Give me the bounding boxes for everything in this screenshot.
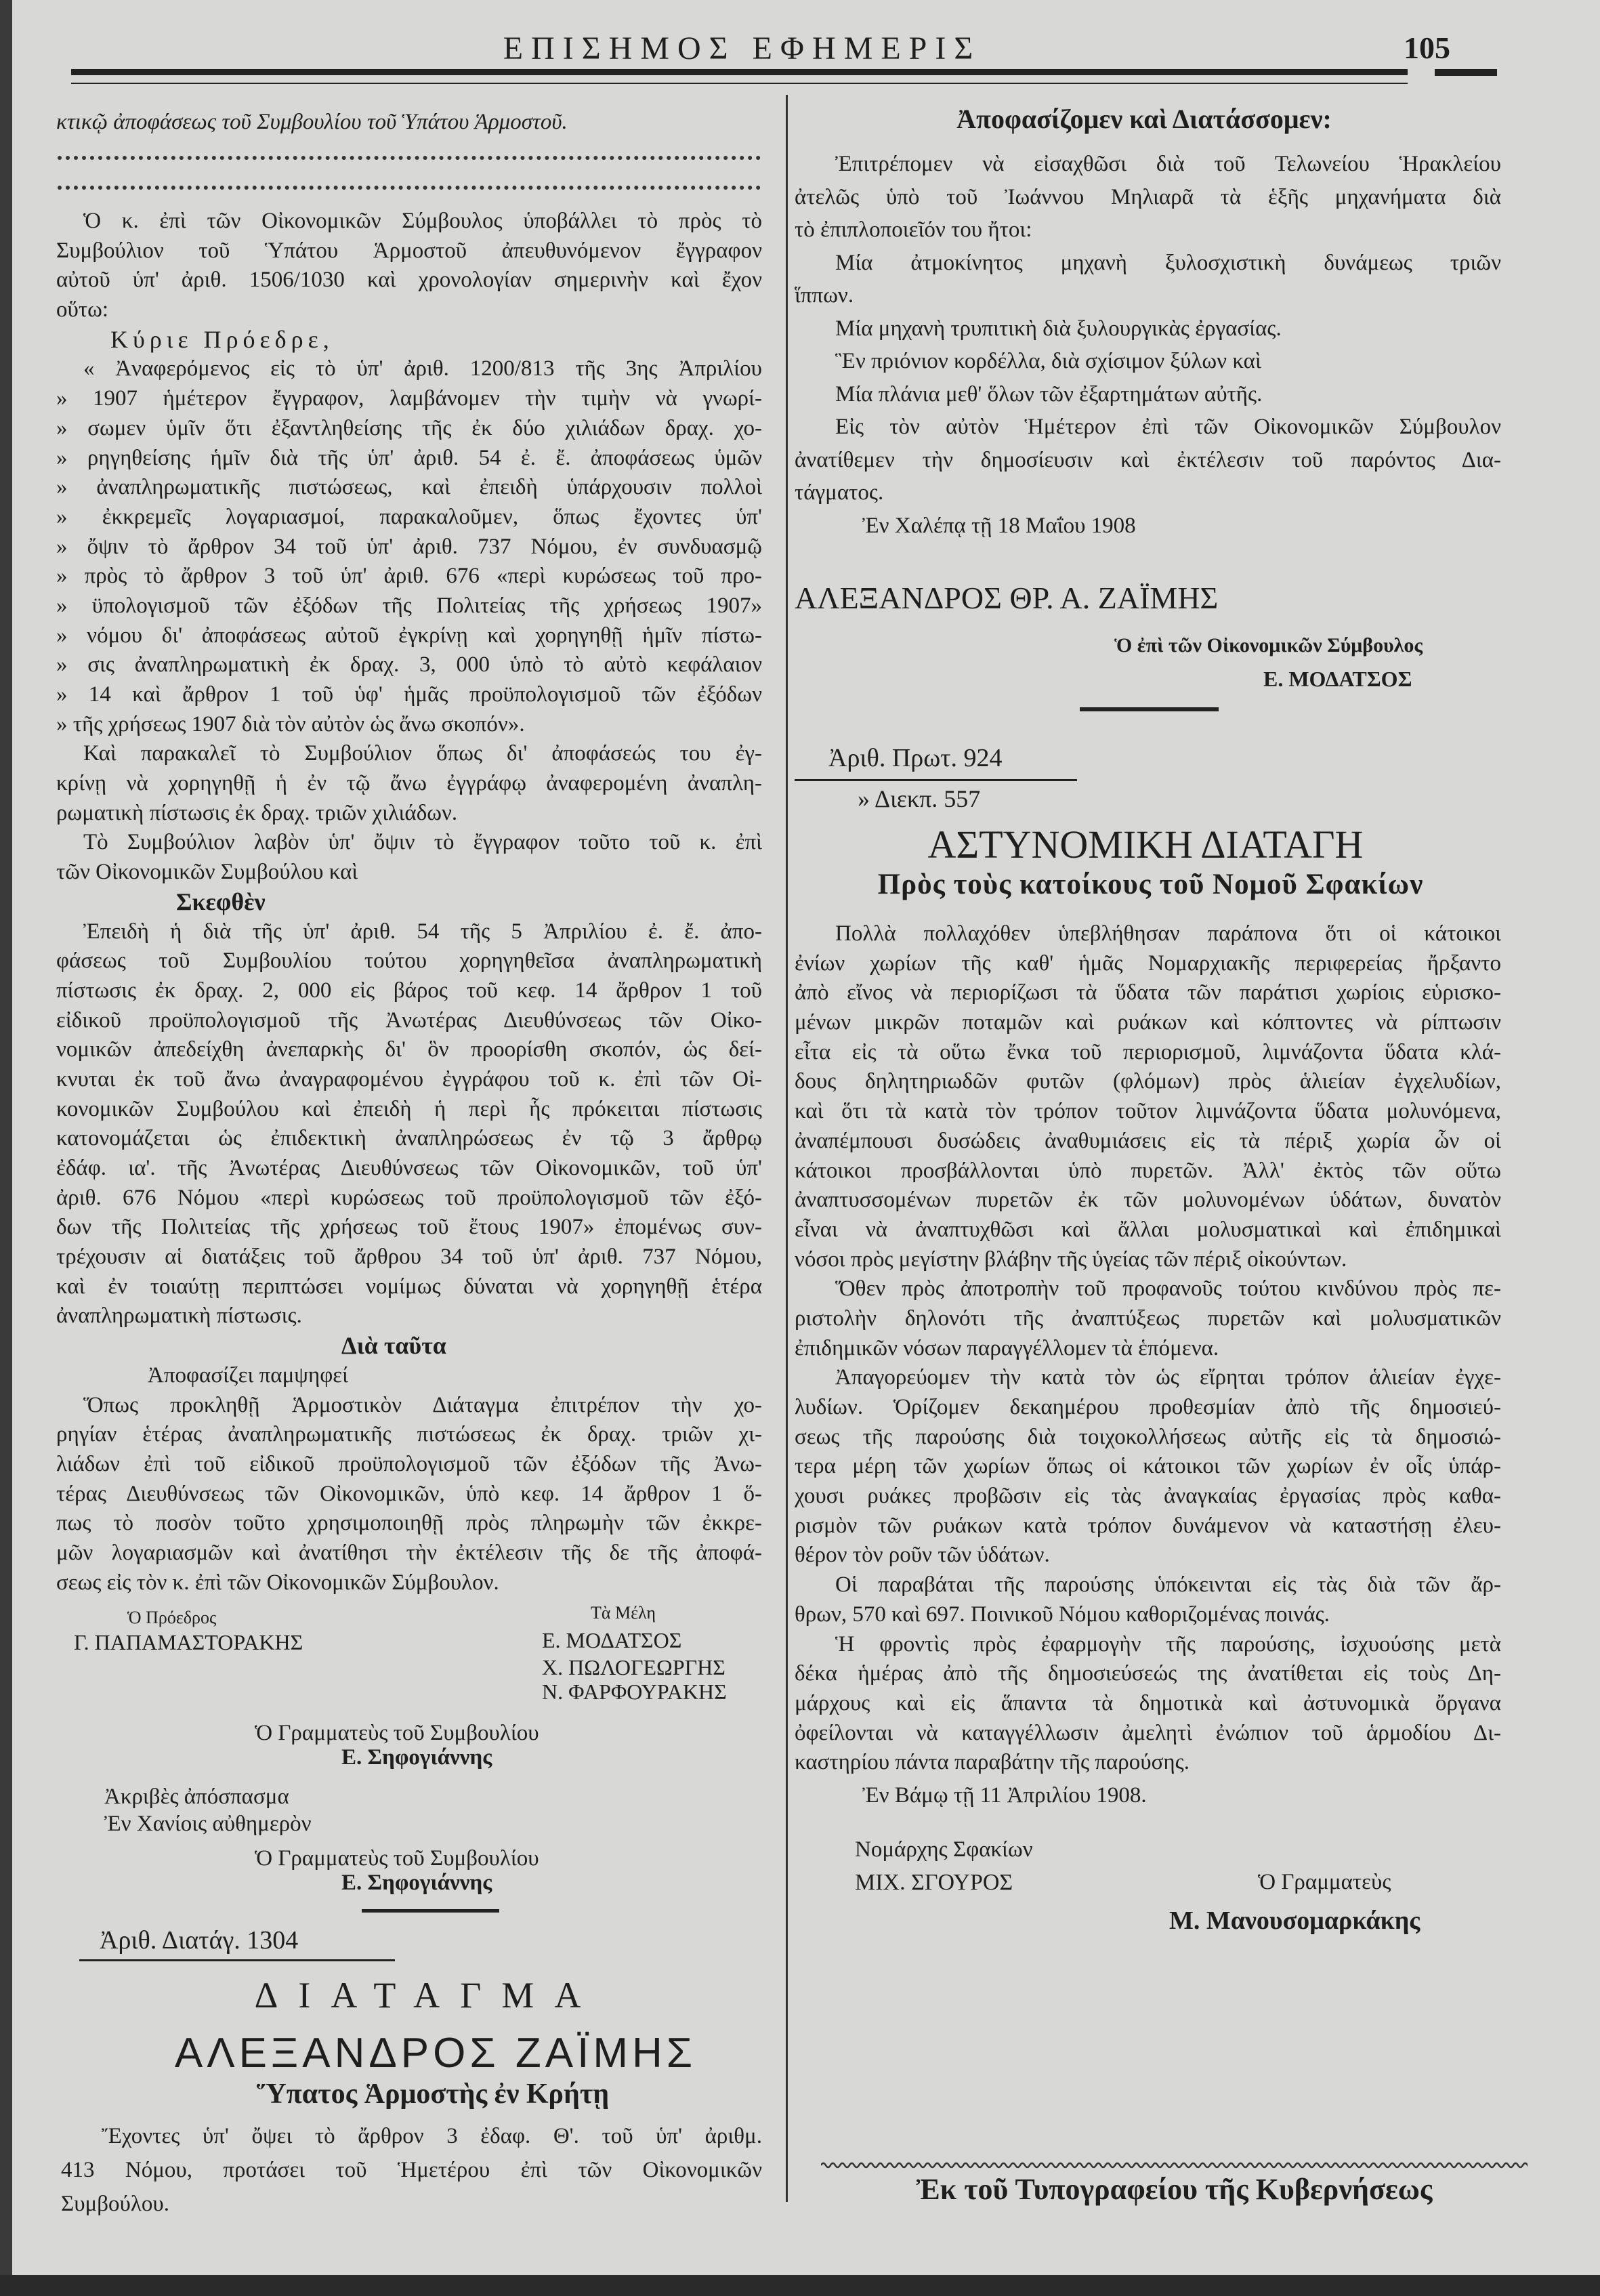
text-line: » πρὸς τὸ ἄρθρον 3 τοῦ ὑπ' ἀριθ. 676 «περὶ κυρώσεως τοῦ προ- bbox=[56, 564, 762, 589]
text-line: » ϋπολογισμοῦ τῶν ἐξόδων τῆς Πολιτείας τῆς χρήσεως 1907» bbox=[56, 593, 762, 618]
text-line: Οἱ παραβάται τῆς παρούσης ὑπόκεινται εἰς τὰς διὰ τῶν ἄρ- bbox=[835, 1572, 1501, 1598]
decree-issuer-title: Ὕπατος Ἁρμοστὴς ἐν Κρήτῃ bbox=[256, 2079, 610, 2110]
text-line: ὀφείλονται νὰ καταγγέλλωσιν ἀμελητὶ ἐνώπιον τοῦ ἁρμοδίου Δι- bbox=[795, 1720, 1501, 1745]
text-line: Ἐπιτρέπομεν νὰ εἰσαχθῶσι διὰ τοῦ Τελωνείου Ἡρακλείου bbox=[835, 152, 1501, 176]
counsellor-label: Ὁ ἐπὶ τῶν Οἰκονομικῶν Σύμβουλος bbox=[1114, 634, 1423, 656]
text-line: ἀναπτυσσομένων πυρετῶν ἐκ τῶν μολυνομένων ὑδάτων, δυνατὸν bbox=[795, 1188, 1501, 1213]
prefect-label: Νομάρχης Σφακίων bbox=[855, 1837, 1033, 1862]
decision-unanimous: Ἀποφασίζει παμψηφεί bbox=[148, 1362, 348, 1387]
text-line: φάσεως τοῦ Συμβουλίου τούτου χορηγηθεῖσα ἀναπληρωματικὴ bbox=[56, 948, 762, 974]
text-line: Συμβούλου. bbox=[61, 2192, 169, 2216]
text-line: θρων, 570 καὶ 697. Ποινικοῦ Νόμου καθοριζομένας ποινάς. bbox=[795, 1602, 1330, 1627]
scan-edge-bottom bbox=[0, 2275, 1600, 2296]
extract-place: Ἐν Χανίοις αὐθημερὸν bbox=[104, 1812, 312, 1836]
separator-rule bbox=[362, 1909, 499, 1913]
text-line: 413 Νόμου, προτάσει τοῦ Ἡμετέρου ἐπὶ τῶν Οἰκονομικῶν bbox=[61, 2158, 762, 2182]
column-divider bbox=[786, 95, 788, 2202]
extract-secretary-name: Ε. Σηφογιάννης bbox=[341, 1871, 492, 1895]
paragraph bbox=[56, 1391, 762, 1598]
secretary-label: Ὁ Γραμματεὺς bbox=[1258, 1870, 1391, 1894]
members-label: Τὰ Μέλη bbox=[591, 1603, 656, 1623]
text-line: Ἐπειδὴ ἡ διὰ τῆς ὑπ' ἀριθ. 54 τῆς 5 Ἀπριλίου ἐ. ἔ. ἀπο- bbox=[83, 919, 762, 944]
counsellor-name: Ε. ΜΟΔΑΤΣΟΣ bbox=[1263, 667, 1412, 691]
text-line: Μία μηχανὴ τρυπιτικὴ διὰ ξυλουργικὰς ἐργασίας. bbox=[835, 316, 1282, 341]
text-line: σεως εἰς τὸν κ. ἐπὶ τῶν Οἰκονομικῶν Σύμβουλον. bbox=[56, 1570, 499, 1595]
police-order-date: Ἐν Βάμῳ τῇ 11 Ἀπριλίου 1908. bbox=[862, 1782, 1147, 1808]
text-line: σεως τῆς παρούσης διὰ τοιχοκολλήσεως αὐτῆς εἰς τὰ δημοσιώ- bbox=[795, 1424, 1501, 1449]
text-line: « Ἀναφερόμενος εἰς τὸ ὑπ' ἀριθ. 1200/813 τῆς 3ης Ἀπριλίου bbox=[83, 356, 762, 381]
salutation: Κύριε Πρόεδρε, bbox=[110, 325, 334, 353]
president-name: Γ. ΠΑΠΑΜΑΣΤΟΡΑΚΗΣ bbox=[74, 1630, 303, 1654]
quoted-letter bbox=[56, 354, 762, 739]
text-line: » σις ἀναπληρωματικὴ ἐκ δραχ. 3, 000 ὑπὸ τὸ αὐτὸ κεφάλαιον bbox=[56, 652, 762, 677]
text-line: τρέχουσιν αἱ διατάξεις τοῦ ἄρθρου 34 τοῦ ὑπ' ἀριθ. 737 Νόμου, bbox=[56, 1245, 762, 1270]
text-line: οὕτω: bbox=[56, 297, 108, 322]
text-line: ρισμὸν τῶν ρυάκων κατὰ τρόπον δυνάμενον νὰ καταστήσῃ ἐλευ- bbox=[795, 1513, 1501, 1538]
text-line: μένων μικρῶν ποταμῶν καὶ ρυάκων καὶ κόπτοντες νὰ ρίπτωσιν bbox=[795, 1010, 1501, 1035]
secretary-name: Ε. Σηφογιάννης bbox=[341, 1745, 492, 1770]
intro-line: κτικῷ ἀποφάσεως τοῦ Συμβουλίου τοῦ Ὑπάτου Ἁρμοστοῦ. bbox=[56, 110, 568, 134]
dotted-separator bbox=[58, 186, 761, 190]
protocol-number: Ἀριθ. Πρωτ. 924 bbox=[828, 744, 1003, 772]
text-line: ἐνίων χωρίων τῆς καθ' ἡμᾶς Νομαρχιακῆς περιφερείας ἤρξαντο bbox=[795, 951, 1501, 976]
text-line: κονομικῶν Συμβούλου καὶ ἐπειδὴ ἡ περὶ ἧς πρόκειται πίστωσις bbox=[56, 1096, 762, 1121]
text-line: ρωματικὴ πίστωσις ἐκ δραχ. τριῶν χιλιάδων. bbox=[56, 800, 458, 825]
text-line: νόσοι πρὸς μεγίστην βλάβην τῆς ὑγείας τῶν πέριξ οἰκούντων. bbox=[795, 1247, 1347, 1272]
text-line: πως τὸ ποσὸν τοῦτο χρησιμοποιηθῇ πρὸς πληρωμὴν τῶν ἐκκρε- bbox=[56, 1511, 762, 1536]
member-name: Χ. ΠΩΛΟΓΕΩΡΓΗΣ bbox=[542, 1655, 725, 1679]
scan-edge-left bbox=[0, 0, 12, 2296]
member-name: Ε. ΜΟΔΑΤΣΟΣ bbox=[542, 1628, 682, 1652]
extract-secretary-label: Ὁ Γραμματεὺς τοῦ Συμβουλίου bbox=[255, 1846, 539, 1871]
wavy-rule bbox=[821, 2160, 1528, 2171]
printer-footer: Ἐκ τοῦ Τυπογραφείου τῆς Κυβερνήσεως bbox=[916, 2173, 1433, 2206]
text-line: ἀριθ. 676 Νόμου «περὶ κυρώσεως τοῦ προϋπολογισμοῦ τῶν ἐξό- bbox=[56, 1185, 762, 1210]
text-line: » ὄψιν τὸ ἄρθρον 34 τοῦ ὑπ' ἀριθ. 737 Νόμου, ἐν συνδυασμῷ bbox=[56, 534, 762, 559]
text-line: κνυται ἐκ τοῦ ἄνω ἀναγραφομένου ἐγγράφου τοῦ κ. ἐπὶ τῶν Οἰ- bbox=[56, 1066, 762, 1091]
text-line: Συμβούλιον τοῦ Ὑπάτου Ἁρμοστοῦ ἀπευθυνόμενον ἔγγραφον bbox=[56, 238, 762, 263]
text-line: κατονομάζεται ὡς ἐπιδεκτικὴ ἀναπληρώσεως ἐν τῷ 3 ἄρθρῳ bbox=[56, 1126, 762, 1151]
header-rule-end bbox=[1435, 69, 1497, 76]
text-line: λιάδων ἐπὶ τοῦ εἰδικοῦ προϋπολογισμοῦ τῶν ἐξόδων τῆς Ἀνω- bbox=[56, 1451, 762, 1476]
text-line: ἵππων. bbox=[795, 283, 854, 308]
text-line: μάρχους καὶ εἰς ἅπαντα τὰ δημοτικὰ καὶ ἀστυνομικὰ ὄργανα bbox=[795, 1690, 1501, 1715]
newspaper-title: ΕΠΙΣΗΜΟΣ ΕΦΗΜΕΡΙΣ bbox=[503, 30, 982, 66]
text-line: Τὸ Συμβούλιον λαβὸν ὑπ' ὄψιν τὸ ἔγγραφον τοῦτο τοῦ κ. ἐπὶ bbox=[83, 830, 762, 855]
text-line: ρηγίαν ἑτέρας ἀναπληρωματικῆς πιστώσεως ἐκ δραχ. τριῶν χι- bbox=[56, 1422, 762, 1447]
text-line: Μία πλάνια μεθ' ὅλων τῶν ἐξαρτημάτων αὐτῆς. bbox=[835, 381, 1263, 406]
text-line: ἀτελῶς ὑπὸ τοῦ Ἰωάννου Μηλιαρᾶ τὰ ἑξῆς μηχανήματα διὰ bbox=[795, 184, 1501, 209]
paragraph bbox=[61, 2119, 762, 2221]
text-line: Εἰς τὸν αὐτὸν Ἡμέτερον ἐπὶ τῶν Οἰκονομικῶν Σύμβουλον bbox=[835, 415, 1501, 439]
text-line: αὐτοῦ ὑπ' ἀριθ. 1506/1030 καὶ χρονολογίαν σημερινὴν καὶ ἔχον bbox=[56, 268, 762, 293]
paragraph bbox=[56, 739, 762, 887]
decree-articles bbox=[795, 148, 1501, 542]
member-name: Ν. ΦΑΡΦΟΥΡΑΚΗΣ bbox=[542, 1679, 727, 1704]
protocol-rule bbox=[795, 779, 1077, 781]
heading-therefore: Διὰ ταῦτα bbox=[341, 1332, 446, 1360]
text-line: Ἡ φροντὶς πρὸς ἐφαρμογὴν τῆς παρούσης, ἰσχυούσης μετὰ bbox=[835, 1631, 1501, 1656]
text-line: εἶναι νὰ ἀναπτυχθῶσι καὶ ἄλλαι μολυσματικαὶ καὶ ἐπιδημικαὶ bbox=[795, 1217, 1501, 1242]
text-line: τῶν Οἰκονομικῶν Συμβούλου καὶ bbox=[56, 860, 358, 885]
council-decision-text bbox=[56, 207, 762, 1598]
secretary-label: Ὁ Γραμματεὺς τοῦ Συμβουλίου bbox=[255, 1721, 539, 1745]
text-line: τὸ ἐπιπλοποιεῖόν του ἤτοι: bbox=[795, 217, 1032, 242]
text-line: Ὁ κ. ἐπὶ τῶν Οἰκονομικῶν Σύμβουλος ὑποβάλλει τὸ πρὸς τὸ bbox=[83, 209, 762, 233]
text-line: καστηρίου πάντα παραβάτην τῆς παρούσης. bbox=[795, 1750, 1190, 1775]
text-line: » ρηγηθείσης ἡμῖν διὰ τῆς ὑπ' ἀριθ. 54 ἐ. ἔ. ἀποφάσεως ὑμῶν bbox=[56, 445, 762, 470]
paragraph bbox=[56, 917, 762, 1332]
text-line: καὶ ἐν τοιαύτῃ περιπτώσει νομίμως δύναται νὰ χορηγηθῇ ἑτέρα bbox=[56, 1274, 762, 1299]
text-line: » τῆς χρήσεως 1907 διὰ τὸν αὐτὸν ὡς ἄνω σκοπόν». bbox=[56, 711, 525, 736]
text-line: ἐπιδημικῶν νόσων παραγγέλλομεν τὰ ἑπόμενα. bbox=[795, 1335, 1219, 1360]
extract-label: Ἀκριβὲς ἀπόσπασμα bbox=[104, 1784, 289, 1809]
text-line: λυδίων. Ὁρίζομεν δεκαημέρου προθεσμίαν ἀπὸ τῆς δημοσιεύ- bbox=[795, 1395, 1501, 1419]
paragraph bbox=[795, 148, 1501, 509]
text-line: Ἔχοντες ὑπ' ὄψει τὸ ἄρθρον 3 ἐδαφ. Θ'. τοῦ ὑπ' ἀριθμ. bbox=[102, 2124, 762, 2148]
text-line: Ὅθεν πρὸς ἀποτροπὴν τοῦ προφανοῦς τούτου κινδύνου πρὸς πε- bbox=[835, 1276, 1501, 1301]
text-line: τερα μέρη τῶν χωρίων ὅπως οἱ κάτοικοι τῶν χωρίων ἐν οἷς ὑπάρ- bbox=[795, 1454, 1501, 1479]
police-order-subtitle: Πρὸς τοὺς κατοίκους τοῦ Νομοῦ Σφακίων bbox=[877, 869, 1424, 900]
text-line: Μία ἀτμοκίνητος μηχανὴ ξυλοσχιστικὴ δυνάμεως τριῶν bbox=[835, 250, 1501, 275]
text-line: Ὅπως προκληθῇ Ἁρμοστικὸν Διάταγμα ἐπιτρέπον τὴν χο- bbox=[83, 1392, 762, 1417]
text-line: κάτοικοι προσβάλλονται ὑπὸ πυρετῶν. Ἀλλ' ἐκτὸς τῶν οὕτω bbox=[795, 1158, 1501, 1183]
text-line: θέρον τὸν ροῦν τῶν ὑδάτων. bbox=[795, 1543, 1050, 1568]
text-line: » σωμεν ὑμῖν ὅτι ἐξαντληθείσης τῆς ἐκ δύο χιλιάδων δραχ. χο- bbox=[56, 415, 762, 440]
decree-title: ΔΙΑΤΑΓΜΑ bbox=[254, 1975, 602, 2016]
prefect-name: ΜΙΧ. ΣΓΟΥΡΟΣ bbox=[855, 1870, 1013, 1895]
dotted-separator bbox=[58, 156, 761, 160]
decree-preamble bbox=[61, 2119, 762, 2221]
text-line: » ἐκκρεμεῖς λογαριασμοί, παρακαλοῦμεν, ὅπως ἔχοντες ὑπ' bbox=[56, 504, 762, 529]
text-line: Ἀπαγορεύομεν τὴν κατὰ τὸν ὡς εἴρηται τρόπον ἁλιείαν ἐγχε- bbox=[835, 1365, 1501, 1390]
text-line: Ἓν πριόνιον κορδέλλα, διὰ σχίσιμον ξύλων καὶ bbox=[835, 349, 1261, 373]
text-line: ἀναπληρωματικὴ πίστωσις. bbox=[56, 1303, 302, 1329]
text-line: » νόμου δι' ἀποφάσεως αὐτοῦ ἐγκρίνῃ καὶ χορηγηθῇ ἡμῖν πίστω- bbox=[56, 623, 762, 648]
text-line: ἀνατίθεμεν τὴν δημοσίευσιν καὶ ἐκτέλεσιν τοῦ παρόντος Δια- bbox=[795, 447, 1501, 472]
text-line: Πολλὰ πολλαχόθεν ὑπεβλήθησαν παράπονα ὅτι οἱ κάτοικοι bbox=[835, 921, 1501, 946]
police-order-body bbox=[795, 919, 1501, 1812]
text-line: δους δηλητηριωδῶν φυτῶν (φλόμων) πρὸς ἁλιείαν ἐγχελυδίων, bbox=[795, 1069, 1501, 1094]
text-line: » 1907 ἡμέτερον ἔγγραφον, λαμβάνομεν τὴν τιμὴν νὰ γνωρί- bbox=[56, 386, 762, 411]
text-line: νομικῶν ἀπεδείχθη ἀνεπαρκὴς δι' ὃν προορίσθη σκοπόν, ὡς δεί- bbox=[56, 1037, 762, 1062]
header-rule-thin bbox=[71, 83, 1408, 84]
text-line: δων τῆς Πολιτείας τῆς χρήσεως τοῦ ἔτους 1907» ἐπομένως συν- bbox=[56, 1215, 762, 1240]
text-line: τάγματος. bbox=[795, 480, 884, 505]
police-order-title: ΑΣΤΥΝΟΜΙΚΗ ΔΙΑΤΑΓΗ bbox=[927, 822, 1364, 867]
paragraph bbox=[56, 207, 762, 325]
dispatch-number: » Διεκπ. 557 bbox=[858, 785, 981, 812]
text-line: δέκα ἡμέρας ἀπὸ τῆς δημοσιεύσεώς της ἀνατίθεται εἰς τοὺς Δη- bbox=[795, 1661, 1501, 1686]
text-line: Καὶ παρακαλεῖ τὸ Συμβούλιον ὅπως δι' ἀποφάσεώς του ἐγ- bbox=[83, 741, 762, 766]
text-line: ἐδάφ. ια'. τῆς Ἀνωτέρας Διευθύνσεως τῶν Οἰκονομικῶν, τοῦ ὑπ' bbox=[56, 1156, 762, 1180]
separator-rule bbox=[1080, 707, 1219, 711]
decree-date: Ἐν Χαλέπᾳ τῇ 18 Μαΐου 1908 bbox=[862, 513, 1136, 538]
decree-issuer: ΑΛΕΞΑΝΔΡΟΣ ΖΑΪΜΗΣ bbox=[174, 2030, 697, 2076]
text-line: ἀπὸ εἴνος νὰ περιορίζωσι τὰ ὕδατα τῶν παράτισι χωρίοις εὑρισκο- bbox=[795, 980, 1501, 1005]
text-line: κρίνῃ νὰ χορηγηθῇ ἡ ἐν τῷ ἄνω ἐγγράφῳ ἀναφερομένη ἀναπλη- bbox=[56, 771, 762, 796]
section-heading: Ἀποφασίζομεν καὶ Διατάσσομεν: bbox=[956, 104, 1332, 134]
decree-number: Ἀριθ. Διατάγ. 1304 bbox=[100, 1926, 299, 1955]
page-number: 105 bbox=[1404, 30, 1450, 65]
text-line: μῶν λογαριασμῶν καὶ ἀνατίθησι τὴν ἐκτέλεσιν τῆς δε τῆς ἀποφά- bbox=[56, 1540, 762, 1565]
secretary-name: Μ. Μανουσομαρκάκης bbox=[1169, 1906, 1420, 1935]
text-line: » 14 καὶ ἄρθρον 1 τοῦ ὑφ' ἡμᾶς προϋπολογισμοῦ τῶν ἐξόδων bbox=[56, 682, 762, 707]
decree-signatory: ΑΛΕΞΑΝΔΡΟΣ ΘΡ. Α. ΖΑΪΜΗΣ bbox=[795, 581, 1219, 615]
heading-considered: Σκεφθὲν bbox=[176, 888, 266, 915]
text-line: πίστωσις ἐκ δραχ. 2, 000 εἰς βάρος τοῦ κεφ. 14 ἄρθρον 1 τοῦ bbox=[56, 978, 762, 1003]
president-label: Ὁ Πρόεδρος bbox=[127, 1608, 217, 1627]
text-line: » ἀναπληρωματικῆς πιστώσεως, καὶ ἐπειδὴ ὑπάρχουσιν πολλοὶ bbox=[56, 475, 762, 500]
text-line: χουσι ρυάκες προβῶσιν εἰς τὰς ἀναγκαίας ἐργασίας πρὸς καθα- bbox=[795, 1484, 1501, 1509]
text-line: εἰδικοῦ προϋπολογισμοῦ τῆς Ἀνωτέρας Διευθύνσεως τῶν Οἰκο- bbox=[56, 1007, 762, 1032]
decree-number-rule bbox=[79, 1959, 395, 1961]
paragraph bbox=[795, 919, 1501, 1778]
text-line: καὶ ὅτι τὰ κατὰ τὸν τρόπον τοῦτον λιμνάζοντα ὕδατα μολυνόμενα, bbox=[795, 1099, 1501, 1124]
text-line: ἀναπέμπουσι δυσώδεις ἀναθυμιάσεις εἰς τὰ πέριξ χωρία ὧν οἱ bbox=[795, 1128, 1501, 1153]
text-line: τέρας Διευθύνσεως τῶν Οἰκονομικῶν, ὑπὸ κεφ. 14 ἄρθρον 1 ὅ- bbox=[56, 1481, 762, 1506]
text-line: ριστολὴν δηλονότι τῆς ἀναπτύξεως πυρετῶν καὶ μολυσματικῶν bbox=[795, 1306, 1501, 1331]
header-rule bbox=[71, 69, 1408, 75]
text-line: εἶτα εἰς τὰ οὕτω ἔνκα τοῦ περιορισμοῦ, λιμνάζοντα ὕδατα κλά- bbox=[795, 1039, 1501, 1064]
